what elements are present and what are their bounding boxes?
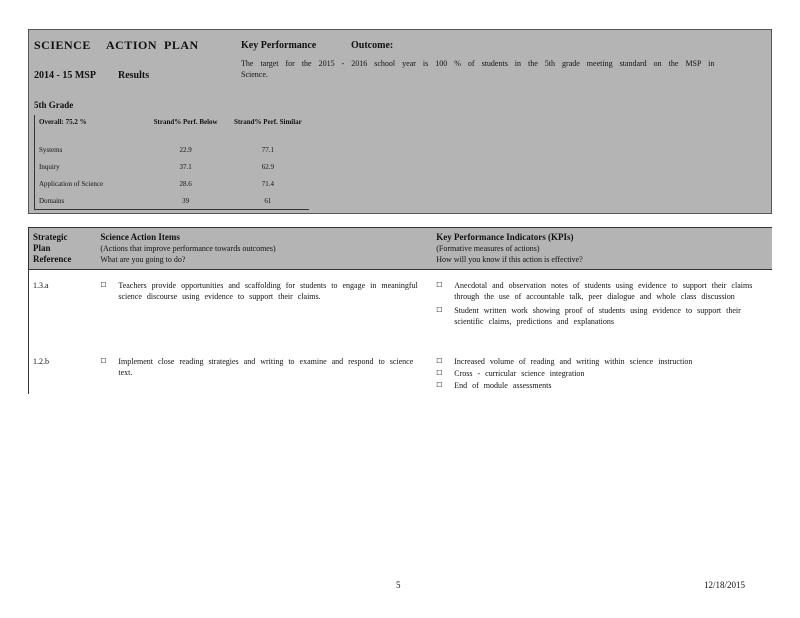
ref-header-line: Plan — [33, 243, 51, 253]
table-row — [35, 192, 310, 210]
list-item — [436, 280, 768, 302]
checkbox-bullet-icon: ☐ — [436, 381, 443, 389]
checkbox-bullet-icon: ☐ — [436, 357, 443, 365]
table-row — [35, 175, 310, 192]
strand-below: 37.1 — [179, 162, 192, 171]
summary-panel — [28, 29, 772, 214]
overall-header: Overall: 75.2 % — [39, 118, 87, 126]
table-row — [29, 270, 773, 347]
similar-header: Strand% Perf. Similar — [233, 118, 302, 126]
kpi-text: Student written work showing proof of students using evidence to support their scientific claims, predictions and explanations — [454, 306, 741, 326]
title-word: SCIENCE — [34, 38, 91, 52]
strand-below: 22.9 — [179, 145, 192, 154]
checkbox-bullet-icon: ☐ — [100, 357, 107, 365]
kpi-text: Cross - curricular science integration — [454, 369, 585, 378]
strand-table — [34, 115, 309, 210]
ref-header-line: Reference — [33, 254, 72, 264]
strand-similar: 77.1 — [261, 145, 274, 154]
items-header-title: Science Action Items — [100, 232, 180, 242]
subtitle-word: 2014 - 15 MSP — [34, 70, 96, 81]
list-item — [436, 356, 768, 367]
kpi-items — [432, 346, 772, 394]
kpi-items — [432, 270, 772, 347]
kpi-header — [432, 228, 772, 270]
items-header-sub: (Actions that improve performance towards outcomes) — [100, 244, 276, 253]
strand-similar: 71.4 — [261, 179, 274, 188]
footer-date: 12/18/2015 — [704, 580, 746, 590]
checkbox-bullet-icon: ☐ — [436, 306, 443, 314]
title-word: ACTION — [106, 38, 158, 52]
list-item — [100, 356, 428, 378]
below-header: Strand% Perf. Below — [153, 118, 218, 126]
kpo-text: The target for the 2015 - 2016 school year is 100 % of students in the 5th grade meeting standard on the MSP in Science. — [241, 59, 715, 79]
list-item — [436, 305, 768, 327]
strand-table-header — [35, 115, 310, 141]
ref-header-line: Strategic — [33, 232, 68, 242]
items-header — [96, 228, 432, 270]
strand-similar: 62.9 — [261, 162, 274, 171]
kpo-heading-word: Key Performance — [241, 40, 317, 51]
strand-label: Systems — [39, 145, 63, 154]
page-number: 5 — [396, 580, 401, 590]
kpi-text: End of module assessments — [454, 381, 552, 390]
kpi-text: Anecdotal and observation notes of students using evidence to support their claims through the use of accountable talk, peer dialogue and whole class discussion — [454, 281, 753, 301]
list-item — [436, 380, 768, 391]
page-subtitle — [34, 70, 149, 81]
kpi-header-title: Key Performance Indicators (KPIs) — [436, 232, 574, 242]
action-items — [96, 270, 432, 347]
strand-label: Domains — [39, 196, 65, 205]
strand-label: Application of Science — [39, 179, 104, 188]
list-item — [436, 368, 768, 379]
strand-below: 28.6 — [179, 179, 192, 188]
kpi-header-sub: (Formative measures of actions) — [436, 244, 540, 253]
checkbox-bullet-icon: ☐ — [436, 369, 443, 377]
action-items — [96, 346, 432, 394]
plan-reference: 1.3.a — [33, 281, 49, 290]
page-title — [34, 38, 204, 53]
table-row — [35, 158, 310, 175]
kpo-heading — [241, 40, 393, 51]
title-word: PLAN — [164, 38, 199, 52]
ref-header — [29, 228, 97, 270]
strand-below: 39 — [182, 196, 190, 205]
action-plan-table — [28, 227, 772, 394]
items-header-sub: What are you going to do? — [100, 255, 186, 264]
list-item — [100, 280, 428, 302]
checkbox-bullet-icon: ☐ — [436, 281, 443, 289]
kpo-heading-word: Outcome: — [351, 40, 394, 51]
checkbox-bullet-icon: ☐ — [100, 281, 107, 289]
action-plan-header — [29, 228, 773, 270]
item-text: Implement close reading strategies and writing to examine and respond to science text. — [118, 357, 414, 377]
subtitle-word: Results — [118, 70, 150, 81]
table-row — [35, 141, 310, 158]
plan-reference: 1.2.b — [33, 357, 49, 366]
kpi-header-sub: How will you know if this action is effective? — [436, 255, 583, 264]
table-row — [29, 346, 773, 394]
strand-label: Inquiry — [39, 162, 60, 171]
item-text: Teachers provide opportunities and scaffolding for students to engage in meaningful science discourse using evidence to support their claims. — [118, 281, 418, 301]
grade-label: 5th Grade — [34, 100, 74, 110]
strand-similar: 61 — [264, 196, 272, 205]
kpi-text: Increased volume of reading and writing within science instruction — [454, 357, 693, 366]
